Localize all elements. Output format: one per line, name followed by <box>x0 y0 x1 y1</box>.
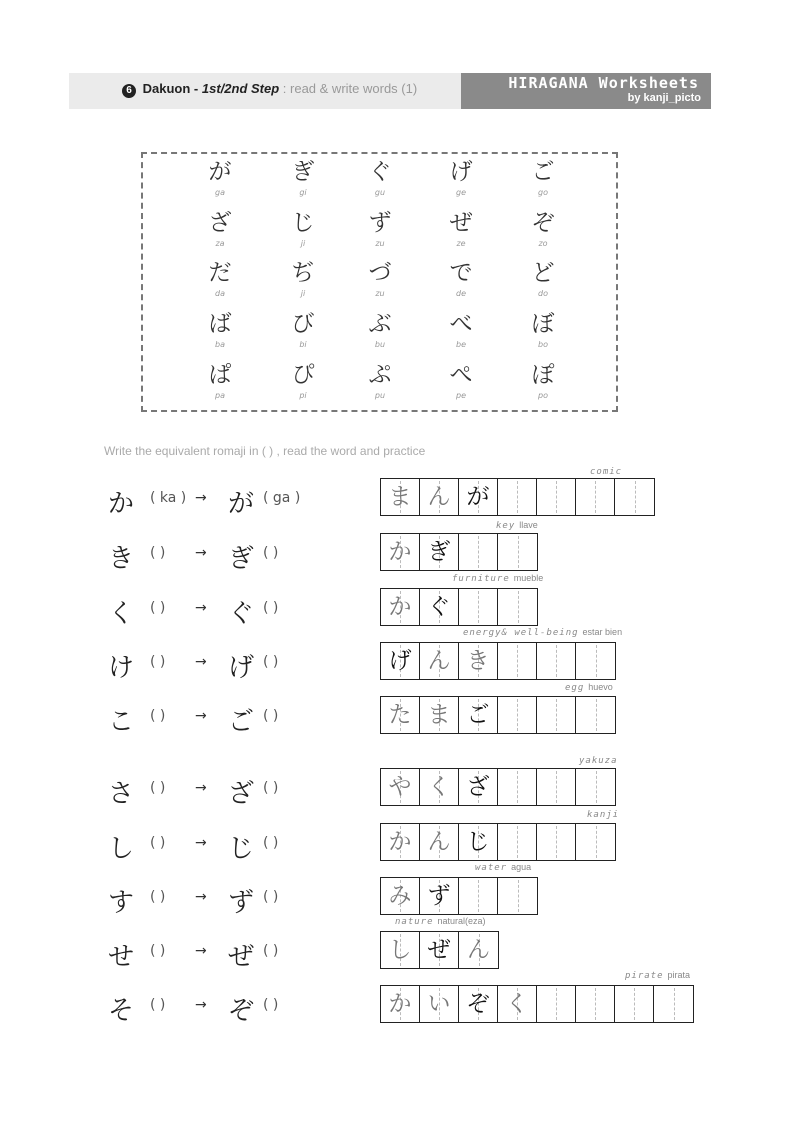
arrow: → <box>195 545 207 561</box>
title-subtitle: : read & write words (1) <box>282 81 418 96</box>
word-char: ん <box>427 484 451 510</box>
practice-boxes <box>380 533 538 571</box>
chart-romaji: pe <box>456 391 466 400</box>
practice-boxes <box>380 877 538 915</box>
practice-boxes <box>380 696 616 734</box>
meaning-english: comic <box>590 467 623 477</box>
word-meaning <box>587 810 619 820</box>
word-char-box <box>420 589 459 625</box>
base-kana: け <box>108 653 135 683</box>
word-char-box <box>420 986 459 1022</box>
word-meaning <box>565 682 613 693</box>
word-char-box <box>420 769 459 805</box>
practice-blank-box[interactable] <box>498 479 537 515</box>
word-char: ぞ <box>466 991 490 1017</box>
arrow: → <box>195 889 207 905</box>
practice-blank-box[interactable] <box>654 986 693 1022</box>
meaning-english: kanji <box>587 810 620 820</box>
brand-banner <box>461 73 711 109</box>
chart-romaji: gu <box>374 188 386 197</box>
word-meaning <box>496 520 538 531</box>
word-char: み <box>388 883 412 909</box>
chart-romaji: pu <box>374 391 386 400</box>
word-char: ん <box>427 829 451 855</box>
meaning-spanish: estar bien <box>582 627 623 637</box>
chart-cell <box>273 362 333 402</box>
chart-kana: ぢ <box>291 260 315 286</box>
chart-romaji: do <box>538 289 548 298</box>
word-meaning <box>579 756 618 766</box>
dakuon-romaji-blank[interactable]: ( ) <box>263 600 279 616</box>
arrow: → <box>195 997 207 1013</box>
chart-kana: ず <box>368 210 392 236</box>
chart-cell <box>190 159 250 199</box>
base-romaji-blank[interactable]: ( ) <box>150 708 166 724</box>
word-char-box <box>381 697 420 733</box>
exercise-row <box>0 640 794 690</box>
exercise-row <box>0 476 794 526</box>
brand-author: by kanji_picto <box>627 92 701 104</box>
practice-blank-box[interactable] <box>537 479 576 515</box>
exercise-row <box>0 983 794 1033</box>
chart-cell <box>190 210 250 250</box>
word-char-box <box>381 986 420 1022</box>
chart-kana: ぎ <box>291 159 315 185</box>
word-char: ぜ <box>427 937 451 963</box>
word-char: や <box>388 774 412 800</box>
chart-romaji: da <box>215 289 225 298</box>
base-kana: か <box>108 489 135 519</box>
practice-blank-box[interactable] <box>498 697 537 733</box>
chart-kana: ぱ <box>208 362 232 388</box>
word-char-box <box>381 643 420 679</box>
practice-boxes <box>380 588 538 626</box>
word-char-box <box>459 986 498 1022</box>
chart-cell <box>431 362 491 402</box>
practice-blank-box[interactable] <box>498 643 537 679</box>
dakuon-kana: じ <box>228 834 255 864</box>
word-char: が <box>466 484 490 510</box>
base-romaji-blank[interactable]: ( ) <box>150 654 166 670</box>
chart-kana: ぜ <box>449 210 473 236</box>
chart-cell <box>431 260 491 300</box>
practice-blank-box[interactable] <box>576 643 615 679</box>
chart-cell <box>513 362 573 402</box>
word-char-box <box>420 932 459 968</box>
chart-cell <box>350 260 410 300</box>
chart-cell <box>273 159 333 199</box>
word-char-box <box>420 643 459 679</box>
chart-kana: ぺ <box>449 362 473 388</box>
word-char: い <box>427 991 451 1017</box>
chart-romaji: zo <box>538 239 548 248</box>
base-kana: く <box>108 599 135 629</box>
word-meaning <box>475 862 531 873</box>
word-char: ん <box>427 648 451 674</box>
base-romaji-blank[interactable]: ( ) <box>150 889 166 905</box>
dakuon-kana: ぞ <box>228 996 255 1026</box>
word-char: ま <box>427 702 451 728</box>
dakuon-kana: が <box>228 489 255 519</box>
dakuon-romaji-blank[interactable]: ( ) <box>263 654 279 670</box>
chart-romaji: ba <box>215 340 225 349</box>
chart-kana: ぞ <box>531 210 555 236</box>
chart-romaji: de <box>456 289 466 298</box>
word-char-box <box>381 589 420 625</box>
dakuon-romaji-blank[interactable]: ( ) <box>263 708 279 724</box>
meaning-spanish: mueble <box>513 573 544 583</box>
dakuon-kana: ざ <box>228 779 255 809</box>
base-romaji-blank[interactable]: ( ) <box>150 943 166 959</box>
dakuon-romaji-blank[interactable]: ( ) <box>263 545 279 561</box>
chart-kana: ぽ <box>531 362 555 388</box>
word-char: ご <box>466 702 490 728</box>
word-char-box <box>420 824 459 860</box>
chart-cell <box>350 159 410 199</box>
meaning-english: pirate <box>625 971 664 981</box>
chart-cell <box>513 260 573 300</box>
arrow: → <box>195 835 207 851</box>
dakuon-kana: げ <box>228 653 255 683</box>
word-char-box <box>459 824 498 860</box>
practice-blank-box[interactable] <box>576 986 615 1022</box>
chart-cell <box>350 210 410 250</box>
practice-blank-box[interactable] <box>576 697 615 733</box>
chart-kana: ざ <box>208 210 232 236</box>
word-char-box <box>459 697 498 733</box>
meaning-spanish: agua <box>511 862 532 872</box>
word-meaning <box>463 627 622 638</box>
chart-cell <box>513 159 573 199</box>
dakuon-romaji-blank[interactable]: ( ) <box>263 835 279 851</box>
dakuon-romaji-blank[interactable]: ( ) <box>263 780 279 796</box>
arrow: → <box>195 708 207 724</box>
chart-romaji: ge <box>456 188 466 197</box>
base-romaji-blank[interactable]: ( ) <box>150 835 166 851</box>
base-romaji-blank[interactable]: ( ) <box>150 545 166 561</box>
word-char-box <box>498 986 537 1022</box>
word-char: か <box>388 539 412 565</box>
chart-romaji: be <box>456 340 466 349</box>
chart-romaji: ji <box>300 289 306 298</box>
practice-blank-box[interactable] <box>576 479 615 515</box>
chart-romaji: po <box>538 391 548 400</box>
word-char: た <box>388 702 412 728</box>
chart-cell <box>273 260 333 300</box>
chart-romaji: zu <box>375 289 385 298</box>
chart-romaji: zu <box>375 239 385 248</box>
chart-cell <box>190 311 250 351</box>
word-char-box <box>420 479 459 515</box>
word-char: し <box>388 937 412 963</box>
chart-romaji: bo <box>538 340 548 349</box>
meaning-english: yakuza <box>579 756 618 766</box>
chart-kana: ぴ <box>291 362 315 388</box>
word-meaning <box>590 467 622 477</box>
chart-kana: が <box>208 159 232 185</box>
word-meaning <box>452 573 543 584</box>
word-char-box <box>420 697 459 733</box>
word-char-box <box>381 878 420 914</box>
meaning-english: nature <box>395 917 434 927</box>
practice-blank-box[interactable] <box>537 986 576 1022</box>
word-char: ず <box>427 883 451 909</box>
word-meaning <box>625 970 690 981</box>
chart-romaji: pi <box>299 391 307 400</box>
arrow: → <box>195 654 207 670</box>
practice-blank-box[interactable] <box>537 697 576 733</box>
base-kana: さ <box>108 779 135 809</box>
dakuon-kana: ぎ <box>228 544 255 574</box>
word-char: ぎ <box>427 539 451 565</box>
exercise-row <box>0 531 794 581</box>
practice-boxes <box>380 768 616 806</box>
chart-kana: ご <box>531 159 555 185</box>
chart-cell <box>190 362 250 402</box>
dakuon-romaji-blank[interactable]: ( ) <box>263 889 279 905</box>
base-romaji-blank[interactable]: ( ) <box>150 997 166 1013</box>
meaning-spanish: huevo <box>588 682 613 692</box>
word-char-box <box>381 824 420 860</box>
chart-romaji: go <box>538 188 548 197</box>
arrow: → <box>195 780 207 796</box>
word-char-box <box>459 643 498 679</box>
meaning-spanish: natural(eza) <box>437 916 486 926</box>
chart-kana: で <box>449 260 473 286</box>
chart-cell <box>431 159 491 199</box>
word-char: く <box>505 991 529 1017</box>
title-dakuon: Dakuon - <box>142 81 199 96</box>
base-romaji-blank[interactable]: ( ka ) <box>150 490 187 506</box>
word-char-box <box>381 932 420 968</box>
practice-boxes <box>380 931 499 969</box>
practice-blank-box[interactable] <box>498 589 537 625</box>
chart-kana: だ <box>208 260 232 286</box>
chart-romaji: ji <box>300 239 306 248</box>
meaning-spanish: pirata <box>667 970 691 980</box>
word-char-box <box>381 479 420 515</box>
instruction-text: Write the equivalent romaji in ( ) , read the word and practice <box>104 444 426 458</box>
word-char: ぐ <box>427 594 451 620</box>
practice-blank-box[interactable] <box>576 824 615 860</box>
chart-romaji: za <box>215 239 225 248</box>
chart-cell <box>431 311 491 351</box>
chart-kana: じ <box>291 210 315 236</box>
dakuon-romaji-blank[interactable]: ( ) <box>263 997 279 1013</box>
base-kana: せ <box>108 942 135 972</box>
practice-blank-box[interactable] <box>498 534 537 570</box>
exercise-row <box>0 766 794 816</box>
meaning-english: furniture <box>452 574 510 584</box>
chart-cell <box>513 311 573 351</box>
chart-cell <box>190 260 250 300</box>
word-char: ん <box>467 937 490 963</box>
practice-blank-box[interactable] <box>576 769 615 805</box>
practice-blank-box[interactable] <box>615 986 654 1022</box>
word-char: く <box>427 774 451 800</box>
chart-romaji: pa <box>215 391 225 400</box>
base-kana: す <box>108 888 135 918</box>
base-kana: き <box>108 544 135 574</box>
chart-kana: ぶ <box>368 311 392 337</box>
word-char-box <box>459 479 498 515</box>
chart-cell <box>431 210 491 250</box>
chart-kana: ぷ <box>368 362 392 388</box>
practice-blank-box[interactable] <box>459 534 498 570</box>
word-char: ま <box>388 484 412 510</box>
chart-cell <box>273 210 333 250</box>
dakuon-kana: ご <box>228 707 255 737</box>
practice-boxes <box>380 823 616 861</box>
chart-cell <box>273 311 333 351</box>
word-char-box <box>420 534 459 570</box>
word-char: げ <box>388 648 412 674</box>
worksheet-title <box>122 81 417 98</box>
chart-kana: べ <box>449 311 473 337</box>
practice-blank-box[interactable] <box>498 824 537 860</box>
arrow: → <box>195 943 207 959</box>
practice-blank-box[interactable] <box>537 824 576 860</box>
chart-romaji: bi <box>299 340 307 349</box>
chart-romaji: bu <box>374 340 386 349</box>
meaning-english: water <box>475 863 508 873</box>
word-char: か <box>388 829 412 855</box>
chart-cell <box>350 362 410 402</box>
exercise-row <box>0 821 794 871</box>
meaning-english: key <box>496 521 516 531</box>
practice-blank-box[interactable] <box>459 878 498 914</box>
step-number-badge: 6 <box>122 84 136 98</box>
meaning-spanish: llave <box>519 520 538 530</box>
practice-blank-box[interactable] <box>537 769 576 805</box>
base-kana: そ <box>108 996 135 1026</box>
word-char-box <box>459 769 498 805</box>
practice-blank-box[interactable] <box>615 479 654 515</box>
chart-kana: ぼ <box>531 311 555 337</box>
title-step: 1st/2nd Step <box>201 81 280 96</box>
exercise-row <box>0 586 794 636</box>
word-char: か <box>388 594 412 620</box>
word-char-box <box>381 769 420 805</box>
practice-boxes <box>380 642 616 680</box>
chart-romaji: ze <box>456 239 466 248</box>
brand-title: HIRAGANA Worksheets <box>508 74 699 92</box>
word-char-box <box>420 878 459 914</box>
dakuon-romaji-blank[interactable]: ( ) <box>263 943 279 959</box>
exercise-row <box>0 694 794 744</box>
chart-romaji: gi <box>299 188 307 197</box>
dakuon-reference-chart <box>141 152 618 412</box>
chart-kana: ば <box>208 311 232 337</box>
word-char: き <box>466 648 490 674</box>
meaning-english: egg <box>565 683 585 693</box>
word-char-box <box>459 932 498 968</box>
base-kana: こ <box>108 707 135 737</box>
practice-boxes <box>380 478 655 516</box>
base-kana: し <box>108 834 135 864</box>
dakuon-romaji-blank[interactable]: ( ga ) <box>263 490 301 506</box>
word-char-box <box>381 534 420 570</box>
chart-cell <box>513 210 573 250</box>
practice-blank-box[interactable] <box>498 769 537 805</box>
word-char: か <box>388 991 412 1017</box>
chart-cell <box>350 311 410 351</box>
word-meaning <box>395 916 486 927</box>
base-romaji-blank[interactable]: ( ) <box>150 600 166 616</box>
chart-kana: ど <box>531 260 555 286</box>
dakuon-kana: ぐ <box>228 599 255 629</box>
practice-blank-box[interactable] <box>459 589 498 625</box>
practice-blank-box[interactable] <box>537 643 576 679</box>
arrow: → <box>195 490 207 506</box>
word-char: じ <box>466 829 490 855</box>
arrow: → <box>195 600 207 616</box>
word-char: ざ <box>466 774 490 800</box>
base-romaji-blank[interactable]: ( ) <box>150 780 166 796</box>
dakuon-kana: ぜ <box>228 942 255 972</box>
practice-boxes <box>380 985 694 1023</box>
dakuon-kana: ず <box>228 888 255 918</box>
chart-romaji: ga <box>215 188 225 197</box>
chart-kana: ぐ <box>368 159 392 185</box>
chart-kana: び <box>291 311 315 337</box>
chart-kana: げ <box>449 159 473 185</box>
chart-kana: づ <box>368 260 392 286</box>
meaning-english: energy& well-being <box>463 628 579 638</box>
practice-blank-box[interactable] <box>498 878 537 914</box>
